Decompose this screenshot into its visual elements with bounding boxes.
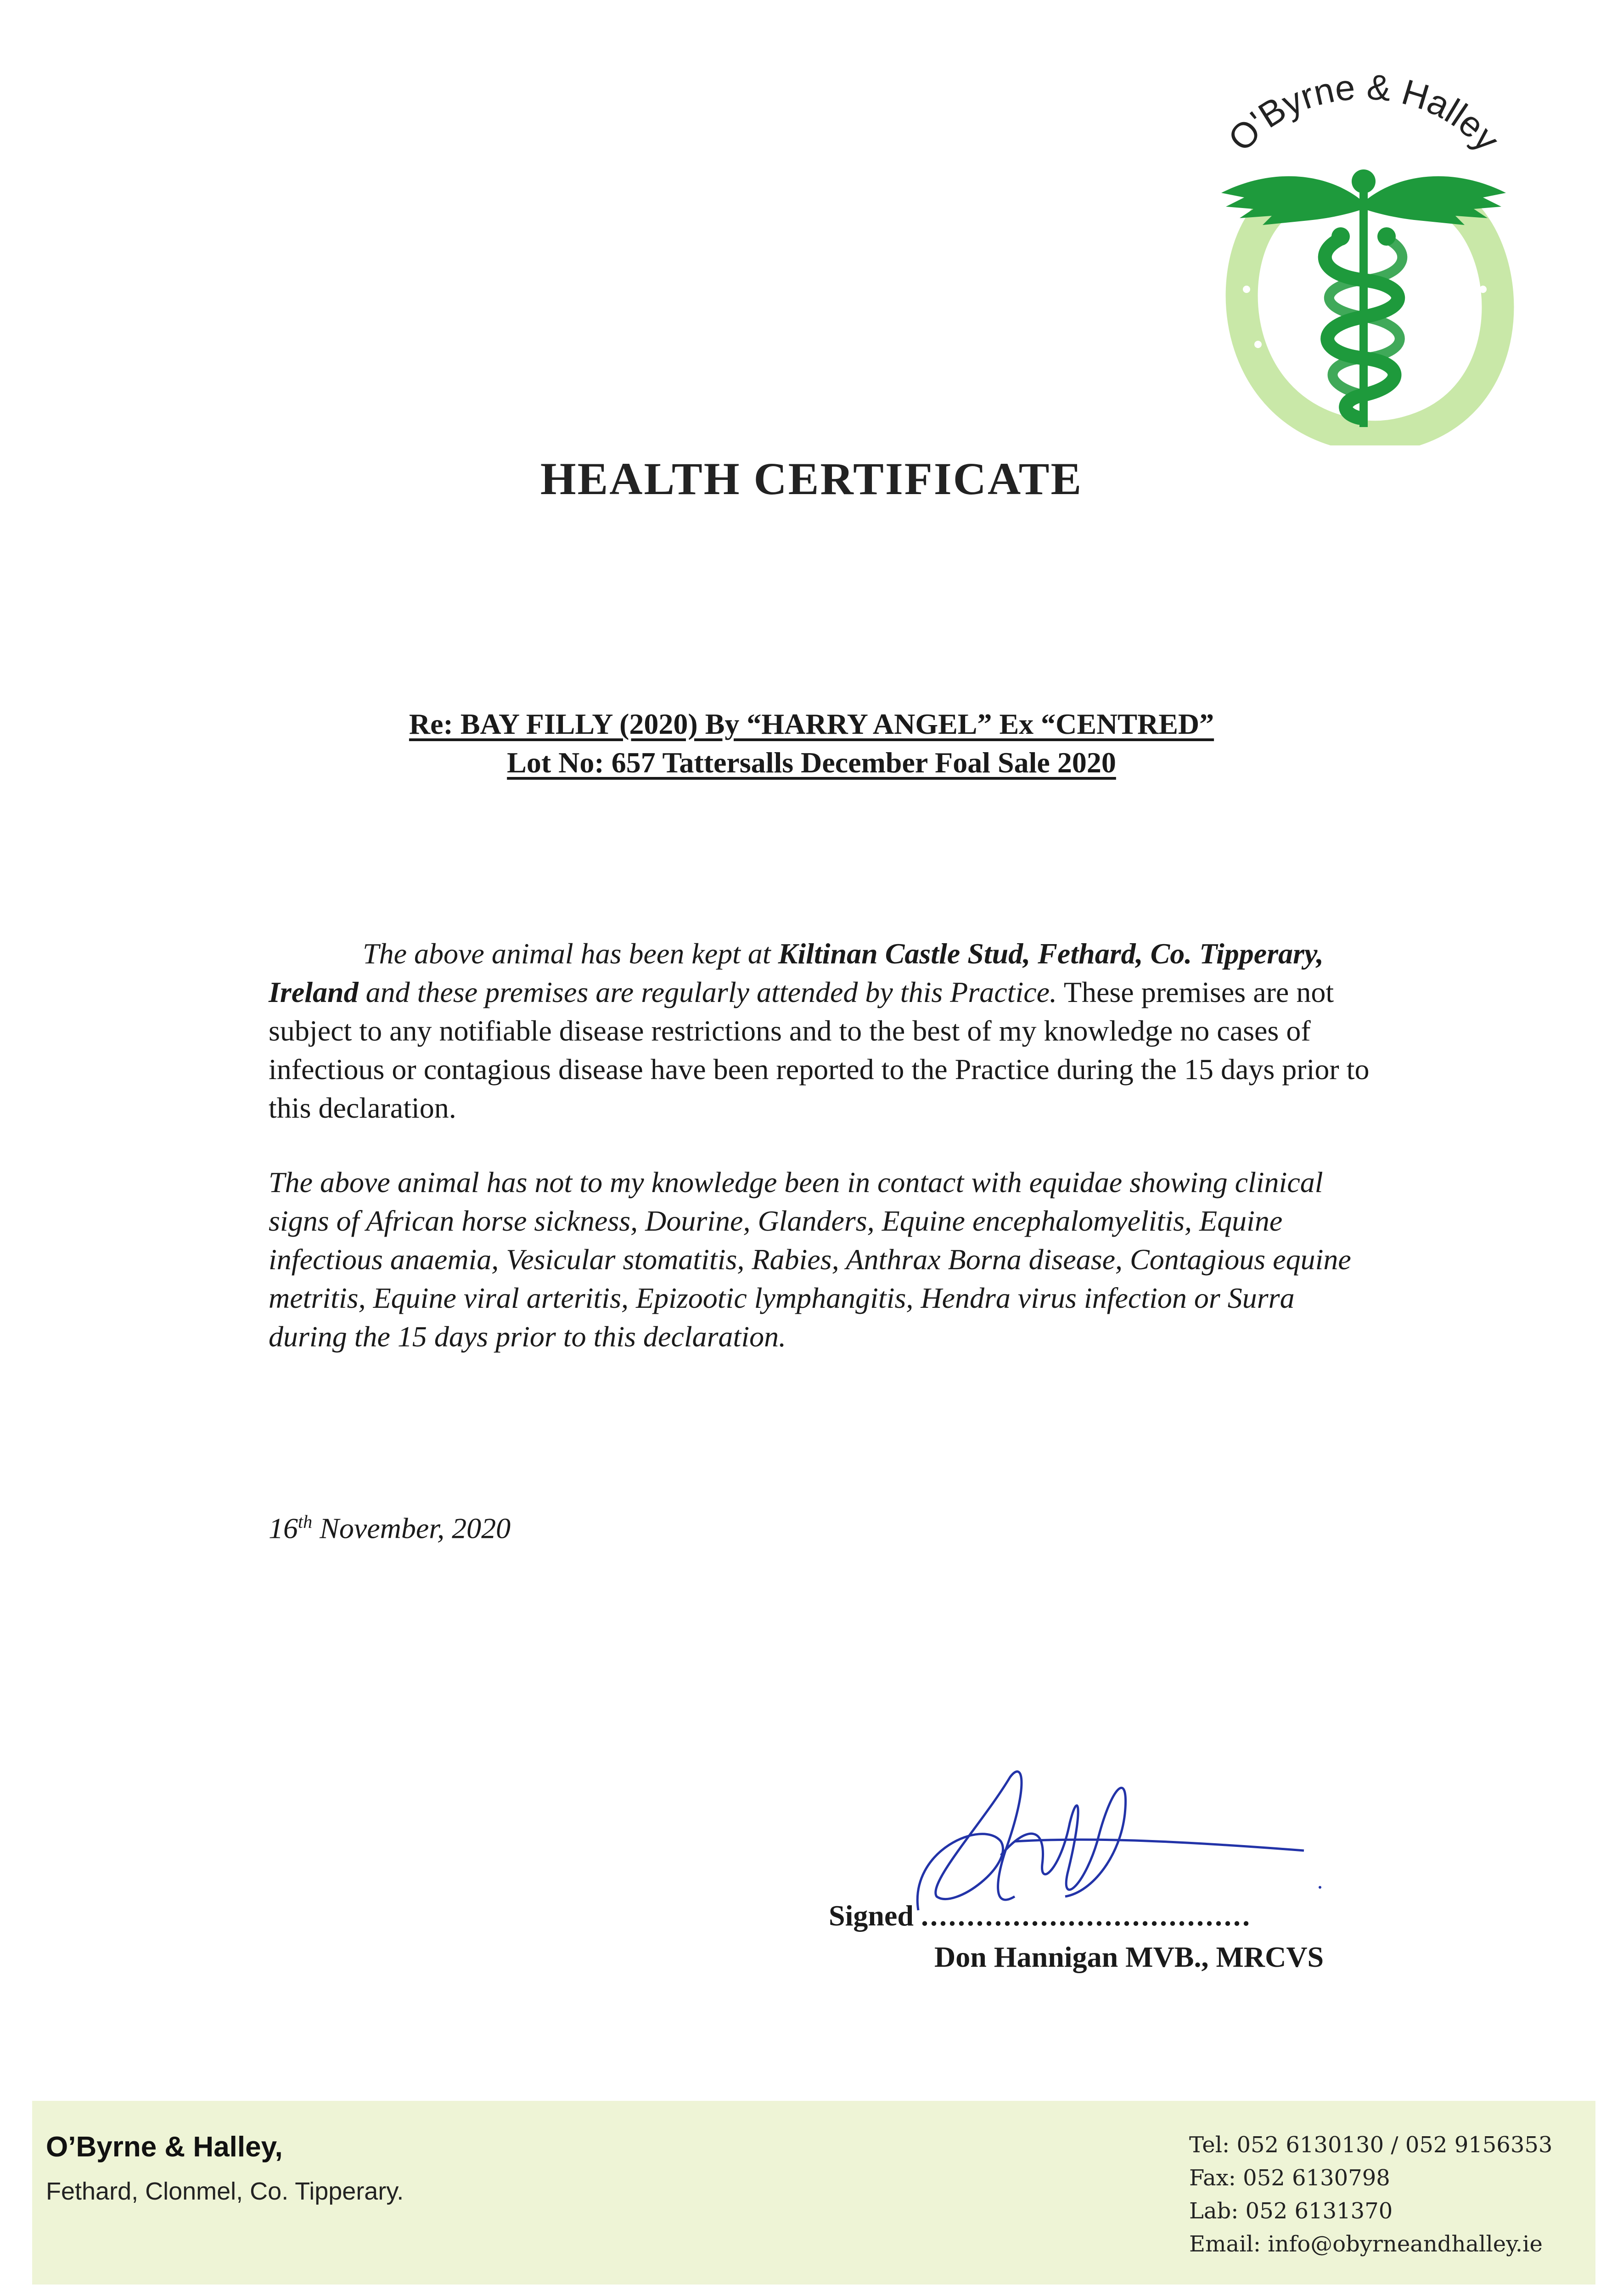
svg-text:O'Byrne & Halley xyxy=(1220,67,1508,159)
date-suffix: th xyxy=(298,1511,313,1532)
premises-attended: and these premises are regularly attended by this Practice. xyxy=(358,976,1057,1008)
letterhead-footer xyxy=(32,2101,1595,2285)
subject-line-lot: Lot No: 657 Tattersalls December Foal Sale 2020 xyxy=(507,746,1116,779)
paragraph-diseases: The above animal has not to my knowledge been in contact with equidae showing clinical signs of African horse sickness, Dourine, Glanders, Equine encephalomyelitis, Equine infectious anaemia, Vesicular stomatitis, Rabies, Anthrax Borna disease, Contagious equine metritis, Equine viral arteritis, Epizootic lymphangitis, Hendra virus infection or Surra during the 15 days prior to this declaration. xyxy=(269,1166,1351,1353)
caduceus-horseshoe-icon xyxy=(1203,51,1524,445)
date-day: 16 xyxy=(269,1512,298,1545)
footer-lab: Lab: 052 6131370 xyxy=(1189,2198,1393,2224)
premises-declaration: These premises are not subject to any notifiable disease restrictions and to the best of my knowledge no cases of infectious or contagious disease have been reported to the Practice during the 15 days prior to this declaration. xyxy=(269,976,1370,1124)
certificate-body xyxy=(269,934,1380,1356)
footer-address-block xyxy=(46,2131,404,2206)
subject-line-horse: Re: BAY FILLY (2020) By “HARRY ANGEL” Ex “CENTRED” xyxy=(409,708,1214,740)
signature-dots: .................................... xyxy=(921,1899,1252,1932)
logo-text: O'Byrne & Halley xyxy=(1220,66,1508,159)
signed-label: Signed xyxy=(829,1899,914,1932)
paragraph-premises xyxy=(269,934,1380,1127)
practice-logo xyxy=(1203,51,1524,445)
date-rest: November, 2020 xyxy=(312,1512,511,1545)
footer-tel: Tel: 052 6130130 / 052 9156353 xyxy=(1189,2132,1553,2158)
footer-address: Fethard, Clonmel, Co. Tipperary. xyxy=(46,2178,404,2205)
signer-name: Don Hannigan MVB., MRCVS xyxy=(934,1941,1324,1973)
footer-email[interactable]: Email: info@obyrneandhalley.ie xyxy=(1189,2231,1543,2257)
footer-contact-block xyxy=(1189,2128,1552,2261)
footer-firm-name: O’Byrne & Halley, xyxy=(46,2131,283,2163)
signature-line xyxy=(829,1899,1252,1933)
subject-reference xyxy=(0,705,1623,782)
page-title: HEALTH CERTIFICATE xyxy=(540,453,1083,504)
footer-fax: Fax: 052 6130798 xyxy=(1189,2165,1390,2191)
premises-location: Kiltinan Castle Stud, Fethard, Co. Tipperary, Ireland xyxy=(269,937,1324,1008)
premises-intro: The above animal has been kept at xyxy=(363,937,778,970)
certificate-date xyxy=(269,1511,511,1545)
